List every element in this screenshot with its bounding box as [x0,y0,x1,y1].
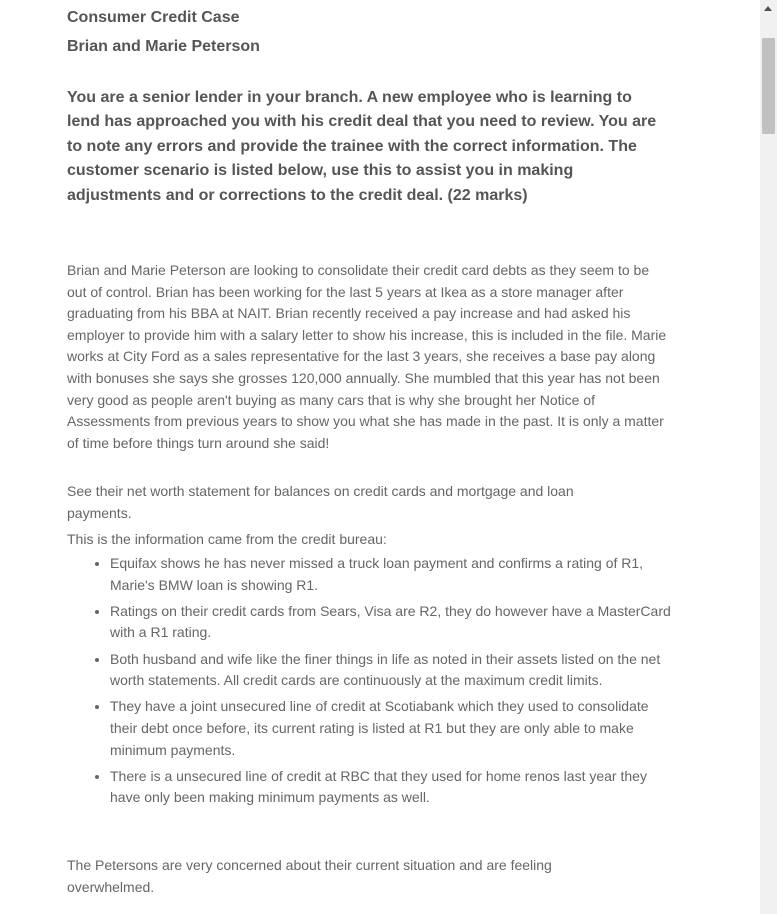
scenario-paragraph: Brian and Marie Peterson are looking to consolidate their credit card debts as they seem to be out of control. Brian has been working for the last 5 years at Ikea as a store manager after graduating from his BBA at NAIT. Brian recently received a pay increase and had asked his employer to provide him with a salary letter to show his increase, this is included in the file. Marie works at City Ford as a sales representative for the last 3 years, she receives a base pay along with bonuses she says she grosses 120,000 annually. She mumbled that this year has not been very good as people aren't buying as many cars that is why she brought her Notice of Assessments from previous years to show you what she has made in the past. It is only a matter of time before things turn around she said! [67,262,667,451]
scrollbar-thumb[interactable] [762,38,775,134]
case-subtitle: Brian and Marie Peterson [67,38,260,55]
list-item: Equifax shows he has never missed a truck loan payment and confirms a rating of R1, Marie's BMW loan is showing R1. [110,553,675,596]
net-worth-note: See their net worth statement for balances on credit cards and mortgage and loan payments. [67,483,574,521]
list-item: Ratings on their credit cards from Sears, Visa are R2, they do however have a MasterCard with a R1 rating. [110,601,675,644]
bureau-intro: This is the information came from the credit bureau: [67,531,387,547]
bureau-list [91,553,675,814]
case-title: Consumer Credit Case [67,9,240,26]
instructions-paragraph: You are a senior lender in your branch. A new employee who is learning to lend has approached you with his credit deal that you need to review. You are to note any errors and provide the trainee with the correct information. The customer scenario is listed below, use this to assist you in making adjustments and or corrections to the credit deal. (22 marks) [67,89,657,204]
scroll-up-arrow-icon[interactable] [764,6,772,11]
list-item: There is a unsecured line of credit at RBC that they used for home renos last year they have only been making minimum payments as well. [110,766,675,809]
vertical-scrollbar[interactable] [760,0,777,914]
list-item: Both husband and wife like the finer things in life as noted in their assets listed on the net worth statements. All credit cards are continuously at the maximum credit limits. [110,649,675,692]
list-item: They have a joint unsecured line of credit at Scotiabank which they used to consolidate their debt once before, its current rating is listed at R1 but they are only able to make minimum payments. [110,696,675,761]
closing-paragraph: The Petersons are very concerned about their current situation and are feeling overwhelmed. [67,857,552,895]
